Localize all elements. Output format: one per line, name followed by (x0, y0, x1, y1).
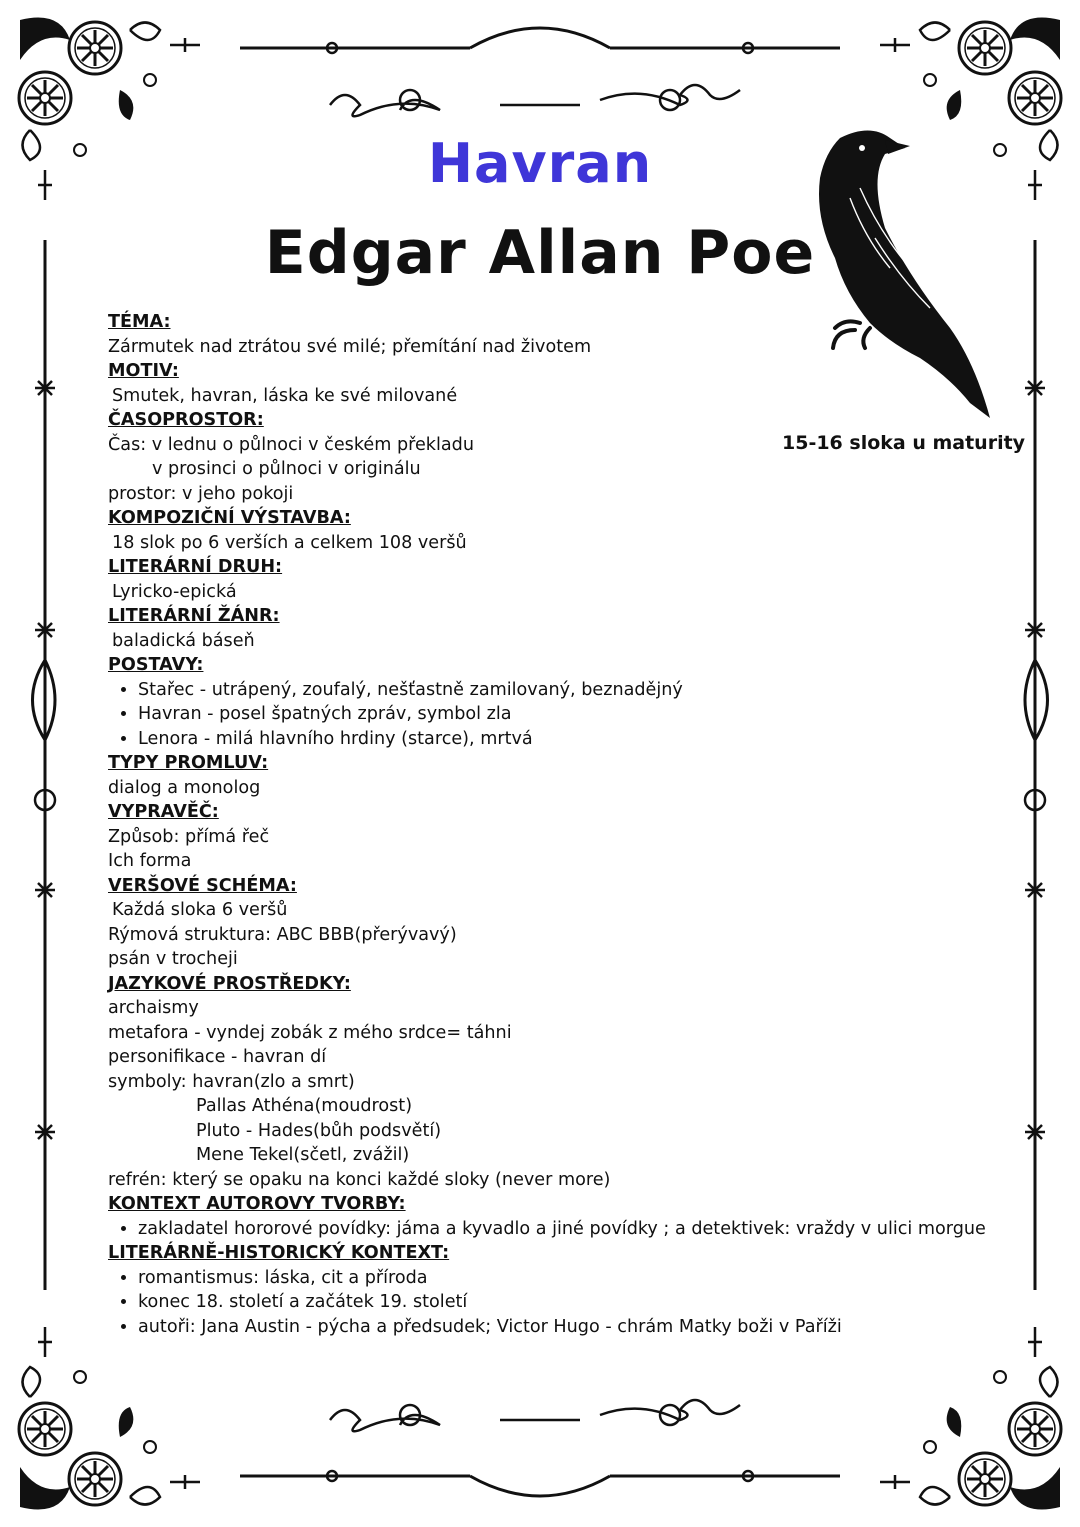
section-heading-vypravec: VYPRAVĚČ: (108, 802, 219, 822)
section-heading-kompozice: KOMPOZIČNÍ VÝSTAVBA: (108, 508, 351, 528)
text-line: refrén: který se opaku na konci každé sloky (never more) (108, 1169, 611, 1190)
list-item: • Stařec - utrápený, zoufalý, nešťastně zamilovaný, beznadějný (138, 678, 1008, 703)
list-item: • autoři: Jana Austin - pýcha a předsudek; Victor Hugo - chrám Matky boži v Paříži (138, 1315, 1008, 1340)
list-item: • romantismus: láska, cit a příroda (138, 1266, 1008, 1291)
section-heading-tema: TÉMA: (108, 312, 171, 332)
text-line: v prosinci o půlnoci v originálu (152, 459, 421, 479)
text-line: Ich forma (108, 851, 192, 871)
list-item: • Lenora - milá hlavního hrdiny (starce), mrtvá (138, 727, 1008, 752)
text-line: Mene Tekel(sčetl, zvážil) (196, 1145, 410, 1165)
author-name: Edgar Allan Poe (264, 218, 816, 288)
text-line: symboly: havran(zlo a smrt) (108, 1071, 355, 1092)
document-body (108, 310, 1008, 1339)
text-line: 18 slok po 6 verších a celkem 108 veršů (112, 532, 467, 553)
kontext-hist-list (108, 1266, 1008, 1340)
list-item: • konec 18. století a začátek 19. století (138, 1290, 1008, 1315)
text-line: metafora - vyndej zobák z mého srdce= táhni (108, 1022, 512, 1043)
text-line: baladická báseň (112, 630, 255, 651)
text-line: Způsob: přímá řeč (108, 826, 270, 847)
section-heading-kontext-autor: KONTEXT AUTOROVY TVORBY: (108, 1194, 406, 1214)
section-heading-prostredky: JAZYKOVÉ PROSTŘEDKY: (108, 973, 351, 994)
list-item: • zakladatel hororové povídky: jáma a kyvadlo a jiné povídky ; a detektivek: vraždy v ulici morgue (138, 1217, 1008, 1242)
page-title: Havran (427, 132, 653, 195)
text-line: Rýmová struktura: ABC BBB(přerývavý) (108, 924, 457, 945)
text-line: dialog a monolog (108, 777, 261, 798)
text-line: prostor: v jeho pokoji (108, 483, 294, 504)
text-line: Pluto - Hades(bůh podsvětí) (196, 1120, 442, 1141)
text-line: Čas: v lednu o půlnoci v českém překladu (108, 434, 474, 455)
section-heading-druh: LITERÁRNÍ DRUH: (108, 557, 283, 577)
raven-note: 15-16 sloka u maturity (782, 432, 1026, 454)
text-line: psán v trocheji (108, 949, 238, 969)
section-heading-casoprostor: ČASOPROSTOR: (108, 410, 264, 430)
list-item: • Havran - posel špatných zpráv, symbol zla (138, 702, 1008, 727)
section-heading-zanr: LITERÁRNÍ ŽÁNR: (108, 606, 280, 626)
section-heading-kontext-hist: LITERÁRNĚ-HISTORICKÝ KONTEXT: (108, 1243, 450, 1263)
section-heading-postavy: POSTAVY: (108, 655, 204, 675)
text-line: Pallas Athéna(moudrost) (196, 1096, 413, 1116)
text-line: Lyricko-epická (112, 581, 237, 602)
section-heading-promluvy: TYPY PROMLUV: (108, 753, 269, 773)
text-line: Zármutek nad ztrátou své milé; přemítání nad životem (108, 336, 592, 357)
postavy-list (108, 678, 1008, 752)
flourish-icon (330, 85, 740, 116)
kontext-autor-list (108, 1217, 1008, 1242)
text-line: personifikace - havran dí (108, 1047, 327, 1067)
text-line: archaismy (108, 998, 199, 1018)
text-line: Smutek, havran, láska ke své milované (112, 385, 458, 406)
section-heading-motiv: MOTIV: (108, 361, 179, 381)
text-line: Každá sloka 6 veršů (112, 900, 288, 920)
section-heading-schema: VERŠOVÉ SCHÉMA: (108, 875, 297, 896)
